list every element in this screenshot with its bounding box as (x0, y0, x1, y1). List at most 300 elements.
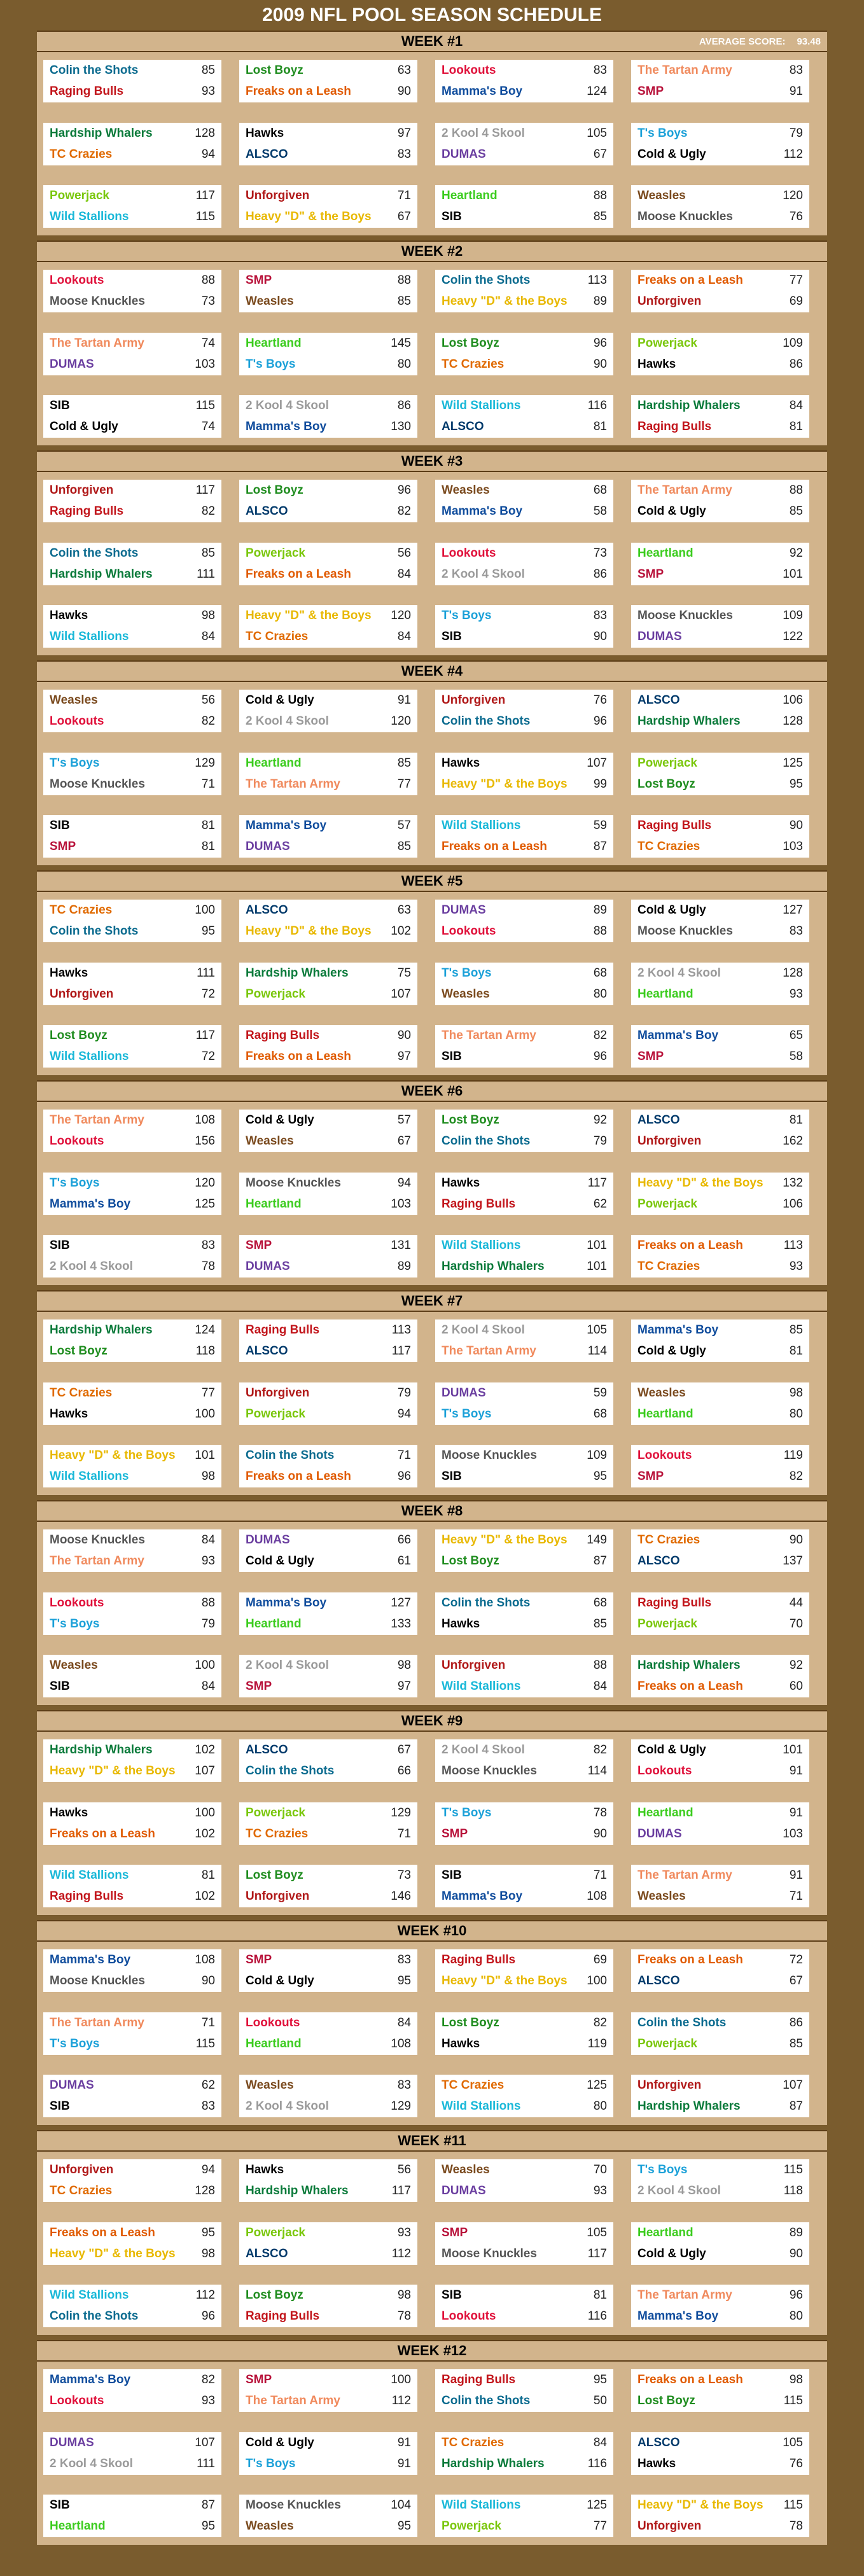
team-name: T's Boys (442, 609, 492, 622)
team-name: DUMAS (246, 1260, 290, 1273)
matchup-card (43, 963, 221, 1005)
team-row (246, 1466, 411, 1487)
team-name: Colin the Shots (50, 547, 139, 560)
team-name: Moose Knuckles (50, 1974, 145, 1988)
team-score: 88 (593, 1659, 607, 1672)
team-row (246, 2180, 411, 2201)
team-name: TC Crazies (50, 148, 113, 161)
team-name: Cold & Ugly (246, 1113, 314, 1127)
team-row (50, 1760, 215, 1781)
team-row (638, 1655, 803, 1676)
week-header (37, 2340, 827, 2362)
team-name: Cold & Ugly (50, 420, 118, 433)
team-row (246, 354, 411, 375)
matchup-card (435, 2075, 613, 2117)
team-score: 59 (593, 819, 607, 832)
matchup-card (239, 900, 417, 942)
matchup-card (43, 815, 221, 858)
team-name: Hardship Whalers (246, 966, 349, 980)
matchup-card (435, 60, 613, 102)
team-row (442, 1319, 607, 1340)
team-row (246, 1382, 411, 1403)
week-header (37, 1710, 827, 1732)
team-row (50, 2243, 215, 2264)
matchup-card (631, 2075, 809, 2117)
team-row (50, 711, 215, 732)
team-name: TC Crazies (442, 358, 505, 371)
team-row (638, 81, 803, 102)
team-score: 80 (593, 987, 607, 1001)
team-score: 94 (201, 2163, 215, 2176)
team-name: T's Boys (442, 1806, 492, 1820)
team-score: 65 (789, 1029, 803, 1042)
matchup-card (239, 1802, 417, 1845)
team-row (50, 1173, 215, 1194)
team-name: Mamma's Boy (50, 2373, 131, 2386)
matchup-card (631, 1382, 809, 1425)
team-row (638, 2159, 803, 2180)
team-row (442, 1340, 607, 1361)
team-score: 105 (587, 1323, 607, 1337)
team-score: 77 (201, 1386, 215, 1400)
team-name: Mamma's Boy (638, 2309, 719, 2323)
team-name: Cold & Ugly (638, 2247, 706, 2260)
team-name: The Tartan Army (638, 2288, 732, 2302)
team-name: Powerjack (638, 1617, 697, 1631)
team-row (50, 921, 215, 942)
week-block (37, 240, 827, 445)
team-score: 71 (789, 1890, 803, 1903)
team-name: Wild Stallions (442, 2099, 521, 2113)
matchup-card (631, 1173, 809, 1215)
matchup-card (239, 395, 417, 438)
team-score: 105 (783, 2436, 803, 2449)
team-name: Wild Stallions (50, 630, 129, 643)
team-row (50, 144, 215, 165)
week-block (37, 450, 827, 655)
team-name: Mamma's Boy (442, 1890, 523, 1903)
team-name: Heavy "D" & the Boys (442, 777, 568, 791)
team-score: 82 (201, 2373, 215, 2386)
team-score: 116 (587, 2309, 607, 2323)
team-score: 102 (195, 1890, 215, 1903)
team-name: TC Crazies (442, 2078, 505, 2092)
team-score: 127 (391, 1596, 411, 1610)
team-name: Powerjack (638, 2037, 697, 2050)
team-name: Freaks on a Leash (246, 85, 351, 98)
team-score: 90 (593, 630, 607, 643)
team-name: Heartland (246, 1197, 302, 1211)
team-name: Weasles (442, 987, 490, 1001)
team-row (442, 1403, 607, 1424)
team-name: Cold & Ugly (638, 1344, 706, 1358)
team-name: Freaks on a Leash (638, 1953, 743, 1967)
matchup-card (631, 2369, 809, 2412)
team-name: Heavy "D" & the Boys (246, 609, 372, 622)
week-label: WEEK #11 (398, 2133, 466, 2148)
team-name: Moose Knuckles (442, 1764, 537, 1778)
team-score: 78 (201, 1260, 215, 1273)
team-name: Lookouts (442, 64, 496, 77)
team-row (246, 690, 411, 711)
team-row (638, 1865, 803, 1886)
team-name: The Tartan Army (638, 484, 732, 497)
team-name: DUMAS (442, 148, 486, 161)
week-label: WEEK #10 (397, 1923, 467, 1939)
team-score: 115 (783, 2394, 803, 2407)
team-score: 67 (397, 210, 411, 223)
team-score: 86 (593, 567, 607, 581)
team-row (246, 815, 411, 836)
team-name: 2 Kool 4 Skool (638, 966, 721, 980)
matchup-card (43, 1445, 221, 1487)
team-score: 85 (593, 1617, 607, 1631)
matchup-card (435, 185, 613, 228)
team-score: 95 (201, 2226, 215, 2239)
team-name: T's Boys (442, 1407, 492, 1421)
team-row (638, 2012, 803, 2033)
team-score: 90 (593, 358, 607, 371)
team-name: Cold & Ugly (246, 1974, 314, 1988)
team-row (246, 1592, 411, 1613)
team-name: Wild Stallions (50, 2288, 129, 2302)
matchup-card (631, 815, 809, 858)
matchup-card (435, 2012, 613, 2055)
matchup-card (43, 2369, 221, 2412)
team-row (638, 2096, 803, 2117)
team-row (246, 1025, 411, 1046)
matchup-card (43, 605, 221, 648)
team-row (638, 2285, 803, 2306)
team-name: Moose Knuckles (638, 609, 733, 622)
team-name: Wild Stallions (50, 1470, 129, 1483)
team-score: 95 (593, 1470, 607, 1483)
team-name: SMP (638, 1470, 664, 1483)
team-row (246, 480, 411, 501)
team-name: Heavy "D" & the Boys (638, 1176, 763, 1190)
team-row (50, 480, 215, 501)
team-row (50, 1319, 215, 1340)
team-row (246, 1613, 411, 1634)
matchup-card (239, 2432, 417, 2475)
team-row (442, 900, 607, 921)
team-name: Raging Bulls (638, 1596, 712, 1610)
team-name: Weasles (246, 1134, 294, 1148)
team-row (442, 354, 607, 375)
matchup-card (435, 2432, 613, 2475)
team-name: SMP (638, 567, 664, 581)
team-score: 81 (789, 420, 803, 433)
week-block (37, 1920, 827, 2125)
team-name: Raging Bulls (246, 1323, 320, 1337)
team-row (50, 1676, 215, 1697)
team-score: 117 (195, 1029, 215, 1042)
team-row (50, 291, 215, 312)
matchup-card (43, 1739, 221, 1782)
team-name: Weasles (638, 1386, 686, 1400)
team-name: Raging Bulls (442, 1953, 516, 1967)
team-name: SIB (442, 630, 462, 643)
team-score: 113 (587, 274, 607, 287)
team-name: DUMAS (442, 903, 486, 917)
team-row (50, 1886, 215, 1907)
team-name: SMP (246, 1680, 272, 1693)
week-header (37, 240, 827, 262)
team-score: 107 (195, 2436, 215, 2449)
team-name: Raging Bulls (50, 1890, 124, 1903)
team-row (50, 2012, 215, 2033)
team-name: Unforgiven (246, 189, 310, 202)
team-row (246, 626, 411, 647)
team-score: 129 (195, 756, 215, 770)
team-score: 74 (201, 337, 215, 350)
team-row (442, 123, 607, 144)
team-score: 128 (195, 127, 215, 140)
team-row (442, 626, 607, 647)
team-score: 90 (789, 1533, 803, 1547)
week-header (37, 1500, 827, 1522)
team-row (442, 690, 607, 711)
team-score: 87 (593, 840, 607, 853)
team-score: 100 (195, 1407, 215, 1421)
team-name: SIB (50, 819, 70, 832)
team-score: 56 (397, 2163, 411, 2176)
team-row (50, 1445, 215, 1466)
team-score: 122 (783, 630, 803, 643)
team-name: Lookouts (442, 2309, 496, 2323)
team-row (246, 836, 411, 857)
team-row (638, 1676, 803, 1697)
team-name: T's Boys (442, 966, 492, 980)
week-label: WEEK #4 (401, 663, 463, 679)
team-name: Lost Boyz (246, 1869, 303, 1882)
team-name: Heavy "D" & the Boys (442, 1974, 568, 1988)
team-row (50, 1865, 215, 1886)
team-score: 84 (201, 1533, 215, 1547)
team-row (442, 963, 607, 984)
team-score: 114 (587, 1764, 607, 1778)
team-name: Hawks (442, 1617, 480, 1631)
team-row (442, 836, 607, 857)
week-header (37, 2130, 827, 2152)
team-name: TC Crazies (246, 630, 309, 643)
team-name: SMP (246, 2373, 272, 2386)
team-name: ALSCO (246, 505, 288, 518)
average-score-box (699, 33, 821, 51)
team-row (442, 1256, 607, 1277)
team-score: 97 (397, 1680, 411, 1693)
team-score: 117 (195, 189, 215, 202)
week-label: WEEK #1 (401, 33, 463, 49)
team-row (246, 1256, 411, 1277)
team-score: 70 (593, 2163, 607, 2176)
team-name: SMP (442, 1827, 468, 1841)
team-name: Hardship Whalers (638, 714, 741, 728)
team-name: Moose Knuckles (442, 1449, 537, 1462)
team-name: Unforgiven (246, 1890, 310, 1903)
team-row (442, 711, 607, 732)
team-name: Unforgiven (638, 2078, 702, 2092)
team-name: Lost Boyz (638, 777, 695, 791)
team-row (442, 2390, 607, 2411)
team-name: TC Crazies (246, 1827, 309, 1841)
team-row (442, 1235, 607, 1256)
team-score: 100 (391, 2373, 411, 2386)
team-score: 117 (587, 1176, 607, 1190)
team-score: 84 (397, 567, 411, 581)
team-row (50, 2432, 215, 2453)
team-name: T's Boys (246, 2457, 296, 2470)
team-score: 129 (391, 2099, 411, 2113)
team-name: The Tartan Army (50, 2016, 144, 2029)
team-name: Heavy "D" & the Boys (442, 1533, 568, 1547)
team-score: 128 (195, 2184, 215, 2197)
team-row (638, 1613, 803, 1634)
team-row (442, 564, 607, 585)
team-name: Raging Bulls (442, 1197, 516, 1211)
team-name: SIB (50, 1239, 70, 1252)
team-score: 62 (201, 2078, 215, 2092)
team-name: 2 Kool 4 Skool (442, 1323, 525, 1337)
team-score: 68 (593, 1407, 607, 1421)
week-header (37, 1920, 827, 1942)
team-row (50, 1550, 215, 1571)
team-row (638, 1823, 803, 1844)
team-score: 80 (789, 1407, 803, 1421)
team-score: 79 (593, 1134, 607, 1148)
team-row (50, 605, 215, 626)
team-row (442, 1823, 607, 1844)
team-row (442, 1655, 607, 1676)
team-score: 145 (391, 337, 411, 350)
team-name: Unforgiven (50, 484, 114, 497)
team-score: 93 (593, 2184, 607, 2197)
team-score: 85 (789, 505, 803, 518)
team-score: 77 (397, 777, 411, 791)
team-row (246, 81, 411, 102)
matchup-card (239, 1025, 417, 1068)
team-row (442, 984, 607, 1005)
team-name: Lookouts (50, 1134, 104, 1148)
team-name: Moose Knuckles (442, 2247, 537, 2260)
team-name: Powerjack (246, 547, 305, 560)
matchup-card (239, 270, 417, 312)
team-score: 98 (397, 2288, 411, 2302)
team-name: DUMAS (50, 358, 94, 371)
team-score: 117 (391, 2184, 411, 2197)
team-row (246, 1655, 411, 1676)
team-score: 86 (789, 2016, 803, 2029)
team-row (442, 1529, 607, 1550)
team-score: 71 (593, 1869, 607, 1882)
team-row (50, 1592, 215, 1613)
team-name: Moose Knuckles (50, 295, 145, 308)
team-score: 85 (397, 295, 411, 308)
team-score: 90 (789, 819, 803, 832)
team-name: TC Crazies (50, 903, 113, 917)
team-score: 85 (789, 2037, 803, 2050)
matchup-card (631, 123, 809, 165)
team-row (638, 543, 803, 564)
team-name: Powerjack (442, 2519, 501, 2533)
team-name: T's Boys (50, 1617, 100, 1631)
team-row (246, 123, 411, 144)
team-name: Hawks (442, 756, 480, 770)
matchup-card (435, 1235, 613, 1278)
team-name: SMP (246, 1239, 272, 1252)
team-name: Lost Boyz (246, 64, 303, 77)
team-row (638, 1131, 803, 1152)
team-name: Hardship Whalers (638, 1659, 741, 1672)
team-score: 106 (783, 1197, 803, 1211)
team-name: DUMAS (442, 1386, 486, 1400)
team-name: Unforgiven (638, 295, 702, 308)
team-score: 61 (397, 1554, 411, 1568)
team-score: 82 (593, 1743, 607, 1757)
team-row (246, 1949, 411, 1970)
matchup-card (631, 1025, 809, 1068)
team-score: 82 (201, 505, 215, 518)
team-score: 83 (789, 924, 803, 938)
team-name: ALSCO (246, 2247, 288, 2260)
team-score: 107 (195, 1764, 215, 1778)
team-name: Freaks on a Leash (246, 1050, 351, 1063)
team-score: 103 (783, 1827, 803, 1841)
team-row (638, 2495, 803, 2516)
team-name: Colin the Shots (638, 2016, 727, 2029)
matchup-card (435, 1949, 613, 1992)
matchup-card (435, 1655, 613, 1697)
team-score: 96 (593, 1050, 607, 1063)
team-score: 125 (587, 2078, 607, 2092)
team-row (246, 1110, 411, 1131)
matchup-card (239, 2012, 417, 2055)
team-name: Heavy "D" & the Boys (50, 2247, 176, 2260)
team-name: SMP (246, 1953, 272, 1967)
team-name: Colin the Shots (442, 1134, 531, 1148)
team-score: 93 (201, 1554, 215, 1568)
team-name: Unforgiven (638, 2519, 702, 2533)
team-score: 88 (789, 484, 803, 497)
week-label: WEEK #3 (401, 453, 463, 469)
team-row (246, 984, 411, 1005)
matchup-card (43, 753, 221, 795)
team-name: Hawks (246, 2163, 284, 2176)
team-row (638, 2453, 803, 2474)
team-name: Cold & Ugly (246, 1554, 314, 1568)
team-row (246, 270, 411, 291)
team-name: 2 Kool 4 Skool (442, 127, 525, 140)
team-name: Mamma's Boy (50, 1197, 131, 1211)
team-row (246, 921, 411, 942)
team-name: Moose Knuckles (246, 2498, 341, 2512)
team-score: 109 (587, 1449, 607, 1462)
team-name: Hardship Whalers (50, 1323, 153, 1337)
team-name: DUMAS (246, 1533, 290, 1547)
team-score: 75 (397, 966, 411, 980)
team-row (442, 2285, 607, 2306)
team-row (638, 206, 803, 227)
team-name: Hardship Whalers (50, 567, 153, 581)
matchup-card (435, 1025, 613, 1068)
team-name: SIB (442, 1050, 462, 1063)
team-row (50, 1025, 215, 1046)
team-score: 127 (783, 903, 803, 917)
team-row (638, 1529, 803, 1550)
team-name: Colin the Shots (246, 1449, 335, 1462)
matchup-card (631, 1110, 809, 1152)
team-name: Wild Stallions (442, 2498, 521, 2512)
